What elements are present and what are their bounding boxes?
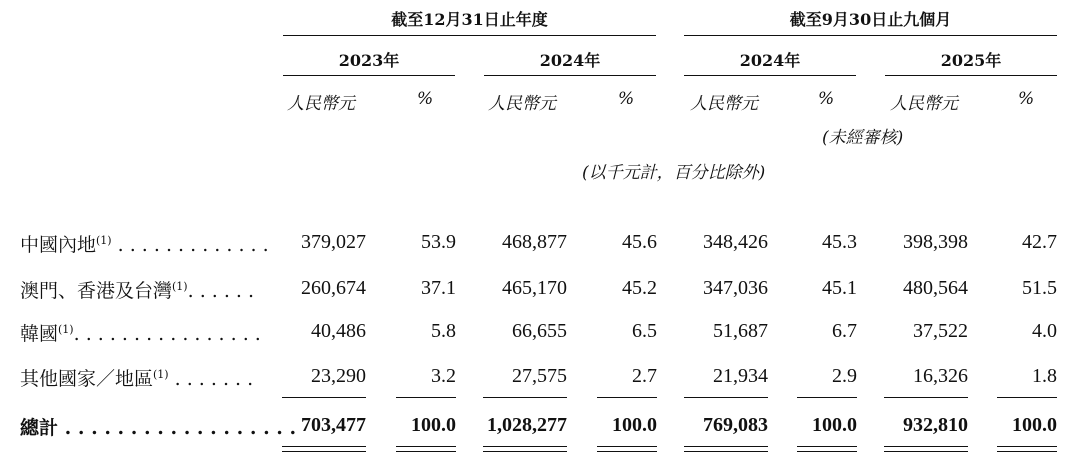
total-rule-line xyxy=(483,451,567,452)
amount-cell: 66,655 xyxy=(512,320,567,342)
amount-cell: 703,477 xyxy=(301,414,366,436)
amount-cell: 1,028,277 xyxy=(487,414,567,436)
leader-dots: . . . . . . xyxy=(187,280,255,302)
amount-cell: 769,083 xyxy=(703,414,768,436)
percent-cell: 6.5 xyxy=(632,320,657,342)
group-header-year-ended: 截至12月31日止年度 xyxy=(391,10,548,29)
subtotal-rule xyxy=(282,397,366,398)
total-rule-line xyxy=(684,451,768,452)
row-label-text: 中國內地 xyxy=(20,234,97,256)
group-header-nine-months: 截至9月30日止九個月 xyxy=(789,10,952,29)
percent-cell: 45.6 xyxy=(622,231,657,253)
leader-dots: . . . . . . . . . . . . . xyxy=(111,234,269,256)
row-label xyxy=(20,276,254,303)
percent-cell: 2.7 xyxy=(632,365,657,387)
leader-dots: . . . . . . . . . . . . . . . . . . xyxy=(58,417,297,439)
amount-cell: 21,934 xyxy=(713,365,768,387)
amount-cell: 27,575 xyxy=(512,365,567,387)
total-rule-line xyxy=(684,446,768,447)
unit-note: (以千元計，百分比除外) xyxy=(582,163,766,183)
percent-cell: 53.9 xyxy=(421,231,456,253)
percent-header: % xyxy=(1018,89,1035,109)
amount-cell: 347,036 xyxy=(703,277,768,299)
subtotal-rule xyxy=(597,397,657,398)
amount-cell: 348,426 xyxy=(703,231,768,253)
total-rule-line xyxy=(997,451,1057,452)
total-label xyxy=(20,413,296,440)
year-rule xyxy=(885,75,1057,76)
currency-header: 人民幣元 xyxy=(690,94,758,114)
total-rule-line xyxy=(597,446,657,447)
subtotal-rule xyxy=(396,397,456,398)
percent-cell: 4.0 xyxy=(1032,320,1057,342)
amount-cell: 398,398 xyxy=(903,231,968,253)
percent-cell: 42.7 xyxy=(1022,231,1057,253)
footnote-marker: (1) xyxy=(153,368,169,381)
amount-cell: 16,326 xyxy=(913,365,968,387)
amount-cell: 932,810 xyxy=(903,414,968,436)
total-rule-line xyxy=(797,451,857,452)
percent-cell: 100.0 xyxy=(411,414,456,436)
percent-cell: 1.8 xyxy=(1032,365,1057,387)
footnote-marker: (1) xyxy=(96,234,112,247)
total-rule-line xyxy=(884,446,968,447)
leader-dots: . . . . . . . . . . . . . . . . xyxy=(73,323,261,345)
subtotal-rule xyxy=(884,397,968,398)
amount-cell: 260,674 xyxy=(301,277,366,299)
percent-cell: 45.2 xyxy=(622,277,657,299)
row-label-text: 總計 xyxy=(20,417,59,439)
amount-cell: 37,522 xyxy=(913,320,968,342)
amount-cell: 379,027 xyxy=(301,231,366,253)
currency-header: 人民幣元 xyxy=(890,94,958,114)
percent-cell: 2.9 xyxy=(832,365,857,387)
percent-cell: 51.5 xyxy=(1022,277,1057,299)
percent-cell: 37.1 xyxy=(421,277,456,299)
total-rule-line xyxy=(797,446,857,447)
footnote-marker: (1) xyxy=(58,323,74,336)
total-rule-line xyxy=(396,451,456,452)
total-rule-line xyxy=(597,451,657,452)
row-label xyxy=(20,319,261,346)
subtotal-rule xyxy=(483,397,567,398)
percent-cell: 100.0 xyxy=(1012,414,1057,436)
row-label-text: 韓國 xyxy=(20,323,59,345)
subtotal-rule xyxy=(797,397,857,398)
total-rule-line xyxy=(483,446,567,447)
year-header: 2024年 xyxy=(539,51,601,70)
amount-cell: 51,687 xyxy=(713,320,768,342)
group-header-rule xyxy=(684,35,1057,36)
percent-cell: 45.1 xyxy=(822,277,857,299)
currency-header: 人民幣元 xyxy=(488,94,556,114)
row-label-text: 澳門、香港及台灣 xyxy=(20,280,173,302)
year-rule xyxy=(684,75,856,76)
percent-cell: 5.8 xyxy=(431,320,456,342)
year-header: 2023年 xyxy=(338,51,400,70)
unaudited-note: (未經審核) xyxy=(822,128,904,148)
subtotal-rule xyxy=(684,397,768,398)
amount-cell: 40,486 xyxy=(311,320,366,342)
year-header: 2024年 xyxy=(739,51,801,70)
amount-cell: 480,564 xyxy=(903,277,968,299)
year-rule xyxy=(283,75,455,76)
percent-header: % xyxy=(417,89,434,109)
percent-cell: 100.0 xyxy=(612,414,657,436)
group-header-rule xyxy=(283,35,656,36)
amount-cell: 23,290 xyxy=(311,365,366,387)
amount-cell: 468,877 xyxy=(502,231,567,253)
footnote-marker: (1) xyxy=(172,280,188,293)
total-rule-line xyxy=(884,451,968,452)
row-label xyxy=(20,364,253,391)
total-rule-line xyxy=(997,446,1057,447)
percent-header: % xyxy=(818,89,835,109)
percent-cell: 45.3 xyxy=(822,231,857,253)
total-rule-line xyxy=(282,446,366,447)
year-rule xyxy=(484,75,656,76)
year-header: 2025年 xyxy=(940,51,1002,70)
percent-header: % xyxy=(618,89,635,109)
row-label xyxy=(20,230,269,257)
subtotal-rule xyxy=(997,397,1057,398)
percent-cell: 6.7 xyxy=(832,320,857,342)
row-label-text: 其他國家／地區 xyxy=(20,368,154,390)
percent-cell: 3.2 xyxy=(431,365,456,387)
percent-cell: 100.0 xyxy=(812,414,857,436)
total-rule-line xyxy=(396,446,456,447)
amount-cell: 465,170 xyxy=(502,277,567,299)
currency-header: 人民幣元 xyxy=(287,94,355,114)
leader-dots: . . . . . . . xyxy=(168,368,254,390)
total-rule-line xyxy=(282,451,366,452)
